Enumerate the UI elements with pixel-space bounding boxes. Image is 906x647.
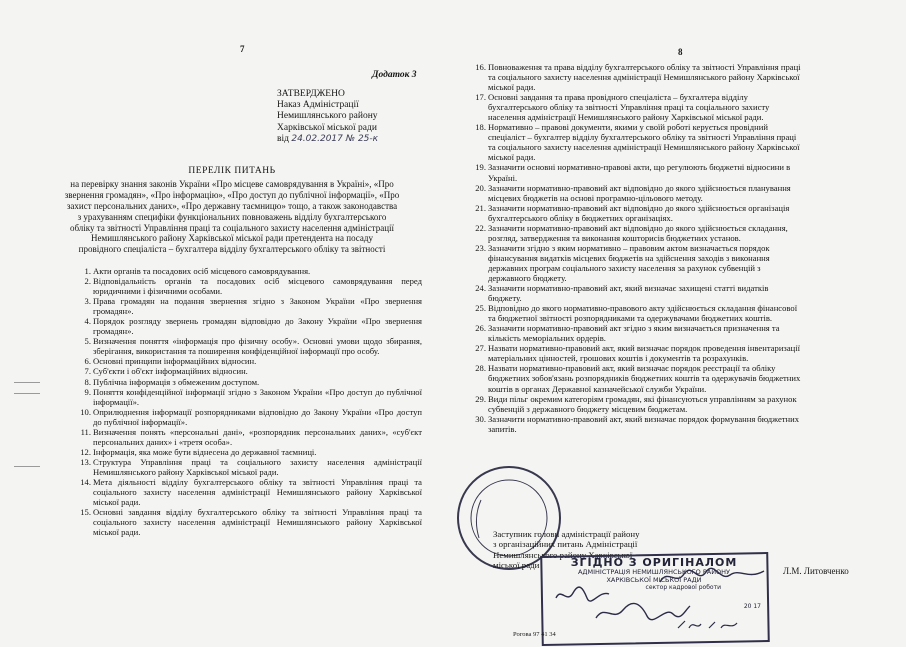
list-item — [469, 394, 803, 414]
date-prefix: від — [277, 133, 289, 144]
item-number: 18. — [475, 122, 486, 133]
signer-name: Л.М. Литовченко — [783, 566, 849, 576]
list-item — [74, 296, 422, 316]
item-text: Зазначити основні нормативно-правові акти, що регулюють бюджетні відносини в Україні. — [488, 162, 791, 183]
stamp-org-line: ХАРКІВСЬКОЇ МІСЬКОЇ РАДИ — [606, 575, 702, 584]
approval-block — [277, 89, 437, 145]
list-item — [74, 387, 422, 407]
item-number: 23. — [475, 242, 486, 253]
item-text: Визначення понять «персональні дані», «розпорядник персональних даних», «суб'єкт персональних даних» і «третя особа». — [93, 426, 422, 447]
signoff-line: Заступник голови адміністрації району — [493, 529, 640, 539]
stamp-date-suffix: 20 17 — [743, 603, 761, 610]
list-item — [469, 303, 803, 323]
item-text: Зазначити нормативно-правовий акт відповідно до якого здійснюється складання, розгляд, затвердження та виконання кошторисів бюджетних установ. — [488, 222, 788, 243]
item-text: Акти органів та посадових осіб місцевого самоврядування. — [93, 266, 311, 276]
item-number: 4. — [84, 316, 91, 327]
item-text: Відповідно до якого нормативно-правового акту здійснюється складання фінансової та бюджетної звітності розпорядниками та одержувачами бюджетних коштів. — [488, 303, 798, 324]
list-item — [74, 507, 422, 537]
item-text: Зазначити нормативно-правовий акт згідно з яким визначається призначення та кількість меморіальних ордерів. — [488, 323, 780, 344]
item-number: 2. — [84, 276, 91, 287]
item-number: 7. — [84, 366, 91, 377]
item-number: 9. — [84, 386, 91, 397]
item-text: Інформація, яка може бути віднесена до державної таємниці. — [93, 446, 317, 457]
footnote-contact: Рогова 97 41 34 — [513, 631, 556, 638]
question-list-right — [469, 62, 803, 434]
margin-mark — [14, 466, 40, 467]
item-number: 14. — [80, 476, 91, 487]
item-number: 10. — [80, 406, 91, 417]
item-text: Визначення поняття «інформація про фізичну особу». Основні умови щодо збирання, зберігання, використання та поширення конфіденційної інформації про особу. — [93, 336, 422, 357]
item-text: Суб'єкти і об'єкт інформаційних відносин. — [93, 366, 248, 377]
item-number: 21. — [475, 202, 486, 213]
stamp-title: ЗГІДНО З ОРИГІНАЛОМ — [570, 556, 738, 569]
item-number: 22. — [475, 222, 486, 233]
handwritten-date-icon — [675, 618, 745, 632]
list-item — [469, 363, 803, 393]
approval-date-line — [277, 134, 437, 145]
item-text: Відповідальність органів та посадових осіб місцевого самоврядування перед юридичними і фізичними особами. — [93, 276, 422, 297]
list-item — [74, 477, 422, 507]
item-number: 17. — [475, 92, 486, 103]
item-text: Повноваження та права відділу бухгалтерського обліку та звітності Управління праці та соціального захисту населення адміністрації Немишлянського району Харківської міської ради. — [488, 62, 801, 93]
document-title: ПЕРЕЛІК ПИТАНЬ — [188, 166, 276, 176]
stamp-dept: сектор кадрової роботи — [645, 584, 721, 591]
signoff-line: Немишлянського району Харківської — [493, 549, 633, 560]
item-number: 12. — [80, 446, 91, 457]
item-number: 16. — [475, 62, 486, 72]
margin-mark — [14, 393, 40, 394]
item-number: 15. — [80, 507, 91, 518]
subtitle-line: обліку та звітності Управління праці та соціального захисту населення адміністрації — [69, 222, 395, 233]
list-item — [469, 243, 803, 283]
list-item — [469, 183, 803, 203]
item-number: 19. — [475, 162, 486, 173]
item-number: 27. — [475, 343, 486, 354]
item-text: Структура Управління праці та соціального захисту населення адміністрації Немишлянського району Харківської міської ради. — [93, 456, 422, 477]
item-text: Поняття конфіденційної інформації згідно з Законом України «Про доступ до публічної інформації». — [93, 386, 422, 407]
list-item — [469, 62, 803, 92]
document-title-block — [55, 166, 409, 255]
page-number-right: 8 — [678, 47, 683, 57]
item-number: 24. — [475, 283, 486, 294]
item-text: Види пільг окремим категоріям громадян, які фінансуються управлінням за рахунок субвенцій з державного бюджету місцевим бюджетам. — [488, 393, 797, 414]
approval-line: Наказ Адміністрації — [277, 100, 359, 111]
margin-mark — [14, 382, 40, 383]
subtitle-line: звернення громадян», «Про інформацію», «Про доступ до публічної інформації», «Про — [64, 189, 400, 200]
list-item — [469, 162, 803, 182]
question-list-left — [74, 266, 422, 537]
signoff-line: міської ради — [493, 560, 540, 571]
item-text: Основні принципи інформаційних відносин. — [93, 356, 257, 367]
list-item — [74, 316, 422, 336]
list-item — [74, 356, 422, 366]
signature-scribble-icon — [658, 566, 768, 588]
list-item — [469, 92, 803, 122]
list-item — [74, 377, 422, 387]
addendum-label: Додаток 3 — [372, 70, 417, 80]
list-item — [469, 283, 803, 303]
item-number: 1. — [84, 266, 91, 276]
item-text: Мета діяльності відділу бухгалтерського обліку та звітності Управління праці та соціального захисту населення адміністрації Немишлянського району Харківської міської ради. — [93, 476, 422, 508]
list-item — [469, 343, 803, 363]
item-number: 13. — [80, 456, 91, 467]
item-number: 6. — [84, 356, 91, 367]
item-number: 28. — [475, 363, 486, 374]
list-item — [469, 323, 803, 343]
item-text: Назвати нормативно-правовий акт, який визначає порядок реєстрації та обліку бюджетних зобов'язань розпорядників бюджетних коштів та одержувачів бюджетних коштів в органах Державної казначейської служби України. — [488, 363, 801, 394]
item-text: Зазначити нормативно-правовий акт, який визначає порядок формування бюджетних запитів. — [488, 413, 800, 434]
subtitle-line: Немишлянського району Харківської міської ради претендента на посаду — [91, 233, 373, 244]
item-text: Права громадян на подання звернення згідно з Законом України «Про звернення громадян». — [93, 296, 422, 317]
subtitle-line: з урахуванням специфіки функціональних повноважень відділу бухгалтерського — [77, 211, 387, 222]
list-item — [74, 457, 422, 477]
approval-line: Харківської міської ради — [277, 122, 377, 133]
page-number-left: 7 — [240, 44, 245, 54]
item-text: Оприлюднення інформації розпорядниками відповідно до Закону України «Про доступ до публічної інформації». — [93, 406, 422, 427]
list-item — [74, 276, 422, 296]
item-number: 25. — [475, 303, 486, 314]
list-item — [74, 266, 422, 276]
list-item — [74, 427, 422, 447]
item-text: Основні завдання та права провідного спеціаліста – бухгалтера відділу бухгалтерського обліку та звітності Управління праці та соціального захисту населення адміністрації Немишлянського району Харківської міської ради. — [488, 92, 770, 123]
subtitle-line: захист персональних даних», «Про державну таємницю» тощо, а також законодавства — [66, 200, 398, 211]
item-text: Зазначити нормативно-правовий акт відповідно до якого здійснюється планування місцевих бюджетів на основі програмно-цільового методу. — [488, 182, 791, 203]
item-number: 8. — [84, 376, 91, 387]
list-item — [74, 366, 422, 376]
item-text: Назвати нормативно-правовий акт, який визначає порядок проведення інвентаризації матеріальних цінностей, грошових коштів і документів та розрахунків. — [488, 343, 801, 364]
item-text: Публічна інформація з обмеженим доступом. — [93, 376, 260, 387]
list-item — [469, 414, 803, 434]
subtitle-line: провідного спеціаліста – бухгалтера відділу бухгалтерського обліку та звітності — [78, 244, 386, 255]
item-number: 29. — [475, 393, 486, 404]
approval-heading: ЗАТВЕРДЖЕНО — [277, 89, 345, 99]
list-item — [469, 122, 803, 162]
list-item — [469, 203, 803, 223]
item-text: Зазначити згідно з яким нормативно – правовим актом визначається порядок фінансування видатків місцевих бюджетів на здійснення заходів з виконання державних програм соціального захисту населення за рахунок субвенцій з державного бюджету. — [488, 242, 770, 283]
item-number: 3. — [84, 296, 91, 307]
list-item — [469, 223, 803, 243]
right-page — [453, 0, 906, 647]
item-text: Основні завдання відділу бухгалтерського обліку та звітності Управління праці та соціального захисту населення адміністрації Немишлянського району Харківської міської ради. — [93, 507, 422, 538]
item-text: Нормативно – правові документи, якими у своїй роботі керується провідний спеціаліст – бухгалтер відділу бухгалтерського обліку та звітності Управління праці та соціального захисту населення адміністрації Немишлянського району Харківської міської ради. — [488, 122, 800, 163]
list-item — [74, 407, 422, 427]
item-text: Порядок розгляду звернень громадян відповідно до Закону України «Про звернення громадян». — [93, 316, 422, 337]
item-number: 30. — [475, 413, 486, 424]
item-number: 5. — [84, 336, 91, 347]
item-text: Зазначити нормативно-правовий акт, який визначає захищені статті видатків бюджету. — [488, 283, 769, 304]
stamp-org-line: АДМІНІСТРАЦІЯ НЕМИШЛЯНСЬКОГО РАЙОНУ — [577, 568, 731, 576]
item-number: 11. — [80, 426, 91, 437]
signoff-line: з організаційних питань Адміністрації — [493, 539, 638, 550]
list-item — [74, 336, 422, 356]
approval-line: Немишлянського району — [277, 111, 378, 122]
list-item — [74, 447, 422, 457]
item-number: 20. — [475, 182, 486, 193]
item-number: 26. — [475, 323, 486, 334]
handwritten-date: 24.02.2017 № 25-к — [291, 133, 379, 144]
item-text: Зазначити нормативно-правовий акт відповідно до якого здійснюється організація бухгалтерського обліку в бюджетних організаціях. — [488, 202, 790, 223]
subtitle-line: на перевірку знання законів України «Про місцеве самоврядування в Україні», «Про — [70, 178, 394, 189]
